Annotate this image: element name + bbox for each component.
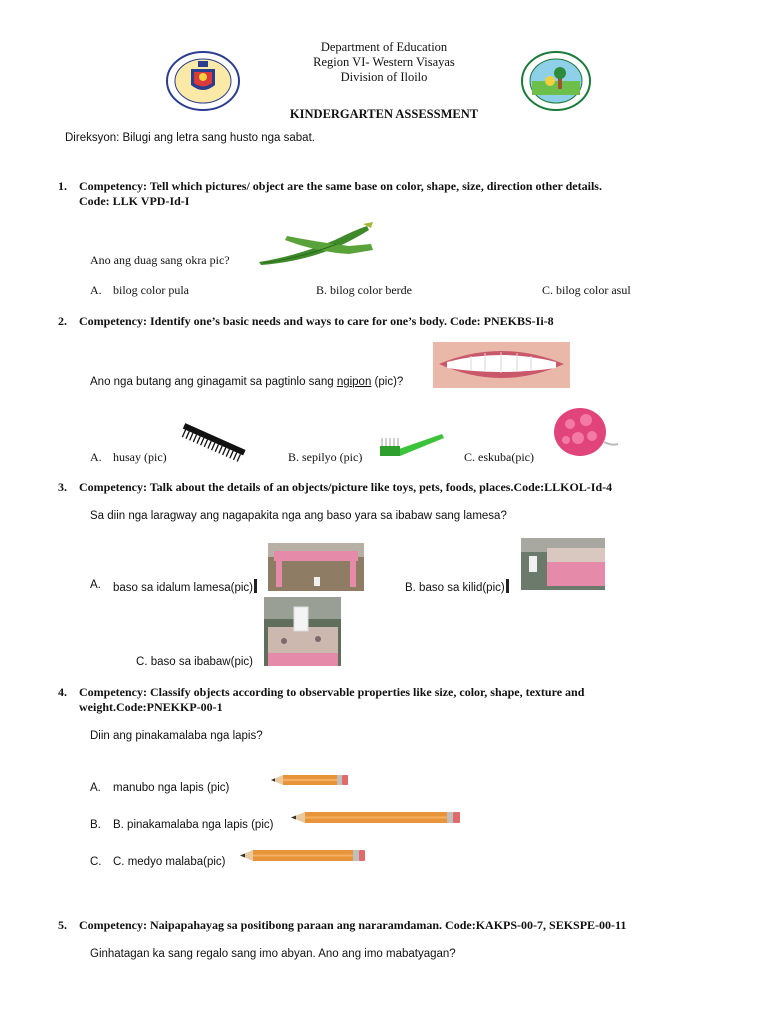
table-beside-image (521, 538, 605, 590)
q1-option-a: bilog color pula (113, 283, 189, 297)
q3-option-a (113, 579, 257, 594)
q2-question (90, 376, 403, 388)
toothbrush-image (376, 430, 446, 460)
longest-pencil-image (291, 810, 461, 825)
q4-competency: Competency: Classify objects according to observable properties like size, color, shape, texture and (79, 685, 585, 699)
q2-competency: Competency: Identify one’s basic needs and ways to care for one’s body. Code: PNEKBS-Ii-8 (79, 314, 554, 328)
teeth-image (433, 342, 570, 388)
q1-option-c: C. bilog color asul (542, 283, 631, 297)
header-division: Division of Iloilo (340, 70, 428, 84)
q4-option-c-letter: C. (90, 856, 102, 868)
q1-option-b: B. bilog color berde (316, 283, 412, 297)
q5-competency: Competency: Naipapahayag sa positibong paraan ang nararamdaman. Code:KAKPS-00-7, SEKSPE-00-11 (79, 918, 627, 932)
q4-option-c: C. medyo malaba(pic) (113, 856, 226, 868)
q4-option-a-letter: A. (90, 782, 101, 794)
header-region: Region VI- Western Visayas (313, 55, 455, 69)
short-pencil-image (271, 773, 349, 787)
q3-option-c: C. baso sa ibabaw(pic) (136, 656, 253, 668)
q1-competency: Competency: Tell which pictures/ object are the same base on color, shape, size, direction other details. (79, 179, 602, 193)
text-cursor-icon (506, 579, 509, 593)
q4-question: Diin ang pinakamalaba nga lapis? (90, 730, 263, 742)
q5-question: Ginhatagan ka sang regalo sang imo abyan. Ano ang imo mabatyagan? (90, 948, 456, 960)
q3-option-b-text: B. baso sa kilid(pic) (405, 582, 505, 594)
q1-option-a-letter: A. (90, 283, 102, 297)
q4-number: 4. (58, 685, 67, 699)
q3-option-b (405, 579, 509, 594)
okra-image (257, 222, 375, 266)
q1-code: Code: LLK VPD-Id-I (79, 194, 190, 208)
page-title: KINDERGARTEN ASSESSMENT (289, 107, 479, 121)
q3-option-a-letter: A. (90, 579, 101, 591)
q3-option-a-text: baso sa idalum lamesa(pic) (113, 582, 253, 594)
q3-number: 3. (58, 480, 67, 494)
q3-competency: Competency: Talk about the details of an objects/picture like toys, pets, foods, places.Code:LLKOL-Id-4 (79, 480, 613, 494)
q2-question-pre: Ano nga butang ang ginagamit sa pagtinlo sang (90, 376, 337, 388)
q2-number: 2. (58, 314, 67, 328)
q4-option-a: manubo nga lapis (pic) (113, 782, 230, 794)
q2-option-c: C. eskuba(pic) (464, 450, 534, 464)
comb-image (178, 422, 248, 462)
q2-option-a: husay (pic) (113, 450, 167, 464)
loofah-image (550, 404, 622, 462)
table-on-top-image (264, 597, 341, 666)
q4-code: weight.Code:PNEKKP-00-1 (79, 700, 223, 714)
q1-number: 1. (58, 179, 67, 193)
q1-question: Ano ang duag sang okra pic? (90, 253, 230, 267)
q4-option-b-letter: B. (90, 819, 101, 831)
table-under-image (268, 543, 364, 591)
q3-question: Sa diin nga laragway ang nagapakita nga ang baso yara sa ibabaw sang lamesa? (90, 510, 507, 522)
header-dept: Department of Education (320, 40, 448, 54)
q2-option-b: B. sepilyo (pic) (288, 450, 363, 464)
q4-option-b: B. pinakamalaba nga lapis (pic) (113, 819, 274, 831)
medium-pencil-image (240, 848, 366, 863)
text-cursor-icon (254, 579, 257, 593)
q2-question-post: (pic)? (371, 376, 404, 388)
direction-text: Direksyon: Bilugi ang letra sang husto nga sabat. (65, 132, 315, 144)
q2-question-word: ngipon (336, 376, 372, 388)
q5-number: 5. (58, 918, 67, 932)
q2-option-a-letter: A. (90, 450, 102, 464)
